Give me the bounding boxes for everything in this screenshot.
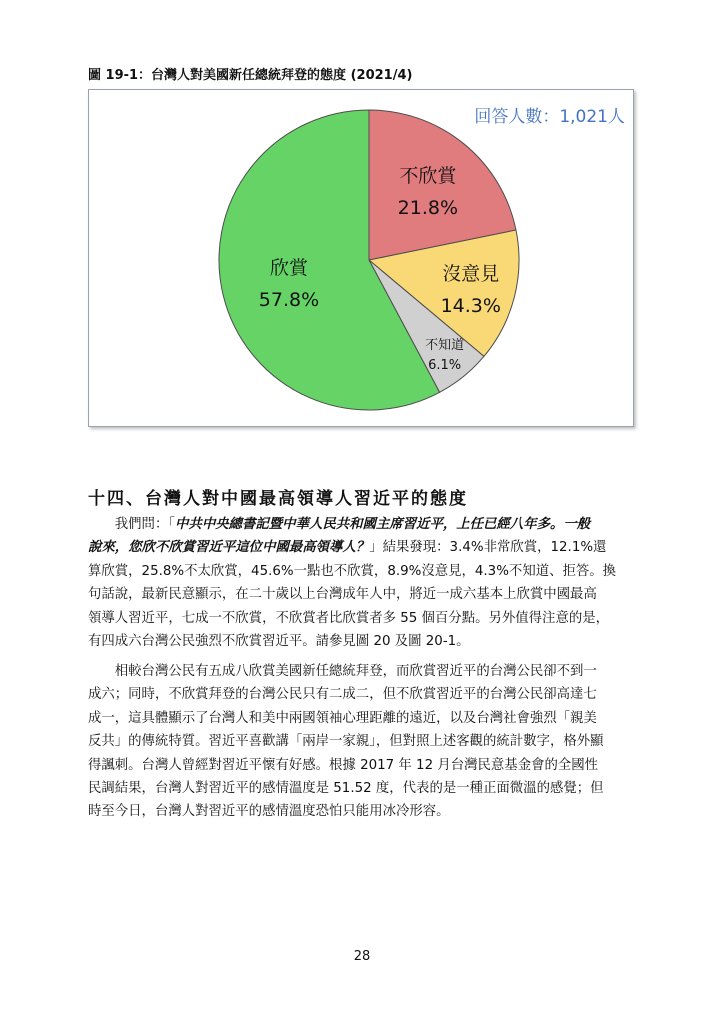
page-number: 28 <box>353 949 371 964</box>
paragraph-1-line: 領導人習近平，七成一不欣賞，不欣賞者比欣賞者多 55 個百分點。另外值得注意的是， <box>88 610 610 626</box>
paragraph-1-line <box>88 513 636 536</box>
slice-value-label: 57.8% <box>258 289 320 312</box>
slice-value-label: 14.3% <box>440 294 501 317</box>
paragraph-2 <box>88 660 636 824</box>
paragraph-2-line: 成一，這具體顯示了台灣人和美中兩國領袖心理距離的遠近，以及台灣社會強烈「親美 <box>88 710 597 726</box>
text-run: 我們問：「 <box>88 517 176 532</box>
paragraph-2-line: 成六；同時，不欣賞拜登的台灣公民只有二成二，但不欣賞習近平的台灣公民卻高達七 <box>88 687 597 703</box>
paragraph-1-line: 算欣賞，25.8%不太欣賞，45.6%一點也不欣賞，8.9%沒意見，4.3%不知道、拒答。換 <box>88 563 617 579</box>
slice-label: 欣賞 <box>269 257 308 280</box>
section-title: 十四、台灣人對中國最高領導人習近平的態度 <box>88 489 468 509</box>
paragraph-1-line: 有四成六台灣公民強烈不欣賞習近平。請參見圖 20 及圖 20-1。 <box>88 634 470 650</box>
slice-label: 不知道 <box>425 338 465 354</box>
paragraph-1-line: 句話說，最新民意顯示，在二十歲以上台灣成年人中，將近一成六基本上欣賞中國最高 <box>88 587 597 603</box>
paragraph-1-line <box>88 536 636 559</box>
slice-label: 沒意見 <box>442 262 500 285</box>
text-run: 」結果發現：3.4%非常欣賞，12.1%還 <box>369 540 607 556</box>
paragraph-2-line: 反共」的傳統特質。習近平喜歡講「兩岸一家親」，但對照上述客觀的統計數字，格外顯 <box>88 734 604 750</box>
respondent-count: 回答人數：1,021人 <box>474 107 625 127</box>
paragraph-2-line: 時至今日，台灣人對習近平的感情溫度恐怕只能用冰冷形容。 <box>88 804 450 820</box>
paragraph-2-line: 相較台灣公民有五成八欣賞美國新任總統拜登，而欣賞習近平的台灣公民卻不到一 <box>88 664 597 679</box>
figure-title: 圖 19-1：台灣人對美國新任總統拜登的態度 (2021/4) <box>88 68 413 83</box>
question-text: 說來，您欣不欣賞習近平這位中國最高領導人？ <box>88 540 370 556</box>
paragraph-1 <box>88 513 636 653</box>
slice-value-label: 21.8% <box>397 196 459 219</box>
pie-chart-svg <box>89 90 635 428</box>
pie-chart <box>88 89 634 427</box>
slice-label: 不欣賞 <box>399 164 457 187</box>
slice-value-label: 6.1% <box>428 358 462 374</box>
paragraph-2-line: 民調結果，台灣人對習近平的感情溫度是 51.52 度，代表的是一種正面微溫的感覺；但 <box>88 781 604 797</box>
paragraph-2-line: 得諷刺。台灣人曾經對習近平懷有好感。根據 2017 年 12 月台灣民意基金會的全國性 <box>88 757 599 773</box>
question-text: 中共中央總書記暨中華人民共和國主席習近平，上任已經八年多。一般 <box>175 517 591 532</box>
